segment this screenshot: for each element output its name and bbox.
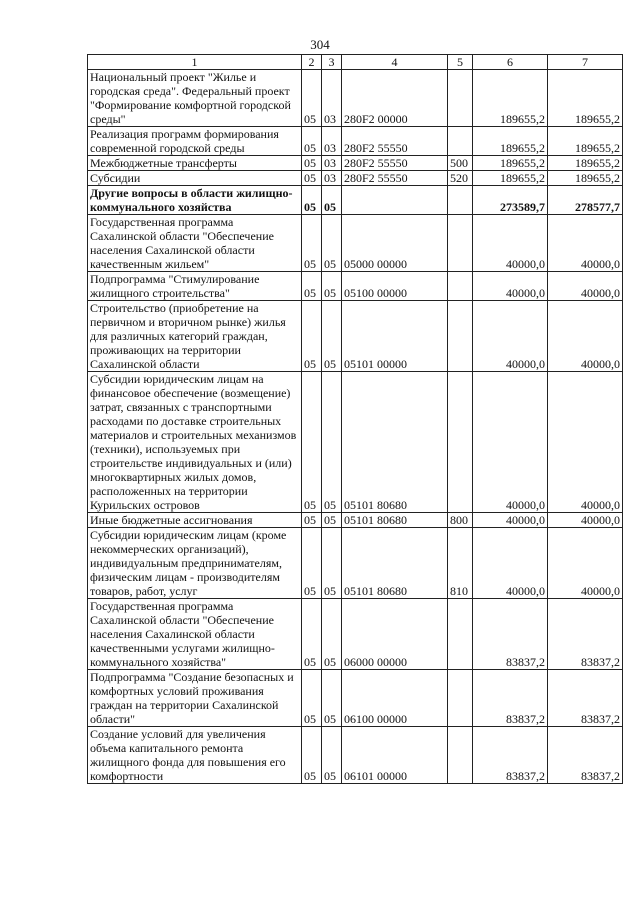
row-c4-cell: 05101 80680 (342, 528, 448, 599)
row-c6-cell: 189655,2 (473, 171, 548, 186)
row-c2-cell: 05 (302, 215, 322, 272)
row-name-cell: Межбюджетные трансферты (88, 156, 302, 171)
table-row (88, 215, 623, 272)
row-c5-cell (448, 670, 473, 727)
table-row (88, 272, 623, 301)
table-row (88, 127, 623, 156)
row-c2-cell: 05 (302, 670, 322, 727)
column-header: 4 (342, 55, 448, 70)
row-c3-cell: 05 (322, 372, 342, 513)
row-c2-cell: 05 (302, 301, 322, 372)
row-c4-cell: 280F2 55550 (342, 171, 448, 186)
row-c2-cell: 05 (302, 127, 322, 156)
row-c7-cell: 189655,2 (548, 156, 623, 171)
row-c5-cell: 500 (448, 156, 473, 171)
row-name-cell: Реализация программ формирования современной городской среды (88, 127, 302, 156)
row-c4-cell: 05101 80680 (342, 372, 448, 513)
row-c7-cell: 40000,0 (548, 372, 623, 513)
table-row (88, 513, 623, 528)
row-c5-cell (448, 372, 473, 513)
table-row (88, 171, 623, 186)
row-c4-cell (342, 186, 448, 215)
row-name-cell: Другие вопросы в области жилищно-коммунального хозяйства (88, 186, 302, 215)
row-c4-cell: 06101 00000 (342, 727, 448, 784)
column-header: 5 (448, 55, 473, 70)
row-c2-cell: 05 (302, 599, 322, 670)
column-header: 7 (548, 55, 623, 70)
table-row (88, 670, 623, 727)
table-row (88, 70, 623, 127)
row-c5-cell: 520 (448, 171, 473, 186)
row-c7-cell: 40000,0 (548, 215, 623, 272)
row-c3-cell: 03 (322, 127, 342, 156)
row-c3-cell: 03 (322, 70, 342, 127)
row-name-cell: Субсидии (88, 171, 302, 186)
row-c4-cell: 06000 00000 (342, 599, 448, 670)
row-c5-cell (448, 727, 473, 784)
row-c2-cell: 05 (302, 70, 322, 127)
row-c4-cell: 280F2 55550 (342, 127, 448, 156)
row-c2-cell: 05 (302, 156, 322, 171)
table-row (88, 301, 623, 372)
table-row (88, 528, 623, 599)
row-c3-cell: 05 (322, 186, 342, 215)
row-c3-cell: 05 (322, 670, 342, 727)
row-name-cell: Подпрограмма "Создание безопасных и комфортных условий проживания граждан на территории Сахалинской области" (88, 670, 302, 727)
row-c5-cell: 800 (448, 513, 473, 528)
row-c6-cell: 83837,2 (473, 599, 548, 670)
row-name-cell: Государственная программа Сахалинской области "Обеспечение населения Сахалинской области качественными услугами жилищно-коммунального хозяйства" (88, 599, 302, 670)
row-c4-cell: 05101 00000 (342, 301, 448, 372)
row-c6-cell: 40000,0 (473, 528, 548, 599)
row-c5-cell (448, 186, 473, 215)
table-row (88, 727, 623, 784)
row-c7-cell: 40000,0 (548, 528, 623, 599)
column-header: 1 (88, 55, 302, 70)
row-c6-cell: 40000,0 (473, 372, 548, 513)
row-c5-cell (448, 70, 473, 127)
row-c4-cell: 05000 00000 (342, 215, 448, 272)
row-c2-cell: 05 (302, 513, 322, 528)
row-c3-cell: 03 (322, 171, 342, 186)
row-name-cell: Национальный проект "Жилье и городская среда". Федеральный проект "Формирование комфортной городской среды" (88, 70, 302, 127)
row-c7-cell: 40000,0 (548, 301, 623, 372)
row-c3-cell: 05 (322, 727, 342, 784)
row-c3-cell: 05 (322, 513, 342, 528)
row-c3-cell: 05 (322, 272, 342, 301)
row-c6-cell: 40000,0 (473, 215, 548, 272)
row-name-cell: Создание условий для увеличения объема капитального ремонта жилищного фонда для повышения его комфортности (88, 727, 302, 784)
row-c2-cell: 05 (302, 528, 322, 599)
row-c5-cell (448, 272, 473, 301)
row-c2-cell: 05 (302, 272, 322, 301)
header-row (88, 55, 623, 70)
budget-table (87, 54, 623, 784)
row-c7-cell: 189655,2 (548, 127, 623, 156)
row-c5-cell: 810 (448, 528, 473, 599)
row-c7-cell: 40000,0 (548, 513, 623, 528)
row-name-cell: Субсидии юридическим лицам (кроме некоммерческих организаций), индивидуальным предпринимателям, физическим лицам - производителям товаров, работ, услуг (88, 528, 302, 599)
row-c6-cell: 189655,2 (473, 127, 548, 156)
row-c6-cell: 40000,0 (473, 301, 548, 372)
row-c5-cell (448, 215, 473, 272)
row-c5-cell (448, 301, 473, 372)
row-c7-cell: 278577,7 (548, 186, 623, 215)
row-c7-cell: 83837,2 (548, 670, 623, 727)
row-c7-cell: 40000,0 (548, 272, 623, 301)
row-c3-cell: 05 (322, 599, 342, 670)
column-header: 3 (322, 55, 342, 70)
row-c2-cell: 05 (302, 727, 322, 784)
table-row (88, 156, 623, 171)
row-c3-cell: 03 (322, 156, 342, 171)
row-c4-cell: 06100 00000 (342, 670, 448, 727)
row-c2-cell: 05 (302, 186, 322, 215)
row-name-cell: Строительство (приобретение на первичном и вторичном рынке) жилья для различных категорий граждан, проживающих на территории Сахалинской области (88, 301, 302, 372)
row-c6-cell: 40000,0 (473, 272, 548, 301)
row-c2-cell: 05 (302, 372, 322, 513)
row-c6-cell: 40000,0 (473, 513, 548, 528)
table-row (88, 372, 623, 513)
row-c4-cell: 280F2 55550 (342, 156, 448, 171)
row-c7-cell: 189655,2 (548, 171, 623, 186)
row-c4-cell: 280F2 00000 (342, 70, 448, 127)
row-name-cell: Государственная программа Сахалинской области "Обеспечение населения Сахалинской области качественным жильем" (88, 215, 302, 272)
row-c6-cell: 189655,2 (473, 156, 548, 171)
row-name-cell: Подпрограмма "Стимулирование жилищного строительства" (88, 272, 302, 301)
row-c3-cell: 05 (322, 301, 342, 372)
row-c2-cell: 05 (302, 171, 322, 186)
column-header: 2 (302, 55, 322, 70)
row-c7-cell: 189655,2 (548, 70, 623, 127)
row-c7-cell: 83837,2 (548, 599, 623, 670)
column-header: 6 (473, 55, 548, 70)
table-row (88, 186, 623, 215)
row-c6-cell: 83837,2 (473, 727, 548, 784)
page-number: 304 (310, 37, 330, 52)
row-c5-cell (448, 127, 473, 156)
row-name-cell: Субсидии юридическим лицам на финансовое обеспечение (возмещение) затрат, связанных с транспортными расходами по доставке строительных материалов и строительных механизмов (техники), используемых при строительстве индивидуальных и (или) многоквартирных жилых домов, расположенных на территории Курильских островов (88, 372, 302, 513)
row-c6-cell: 83837,2 (473, 670, 548, 727)
row-c4-cell: 05100 00000 (342, 272, 448, 301)
row-c5-cell (448, 599, 473, 670)
row-c3-cell: 05 (322, 528, 342, 599)
row-c3-cell: 05 (322, 215, 342, 272)
row-c6-cell: 189655,2 (473, 70, 548, 127)
table-row (88, 599, 623, 670)
row-c7-cell: 83837,2 (548, 727, 623, 784)
row-c4-cell: 05101 80680 (342, 513, 448, 528)
row-c6-cell: 273589,7 (473, 186, 548, 215)
row-name-cell: Иные бюджетные ассигнования (88, 513, 302, 528)
